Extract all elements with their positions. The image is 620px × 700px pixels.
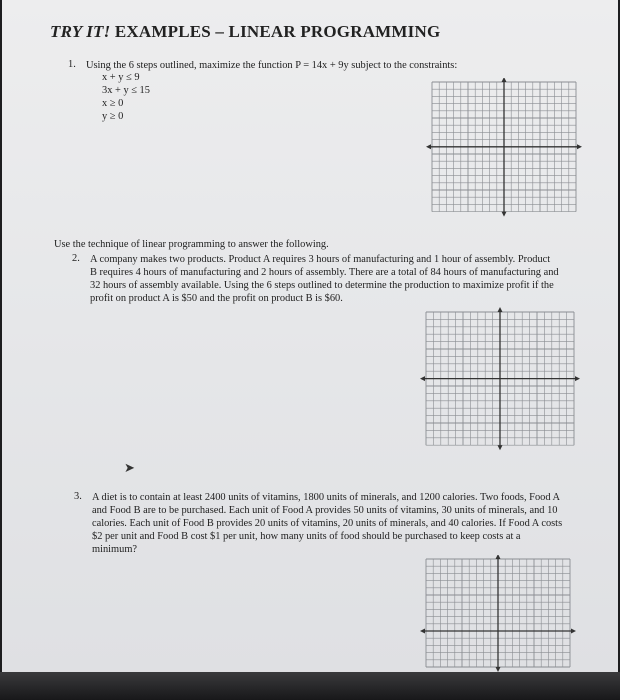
mouse-cursor-icon: ➤ <box>124 460 135 475</box>
grid-3-arrow-left-icon <box>420 629 425 634</box>
grid-2-lines <box>420 307 580 450</box>
problem-2-line-2: B requires 4 hours of manufacturing and 2 hours of assembly. There are a total of 84 hours of manufacturing and <box>90 267 559 278</box>
grid-1-arrow-left-icon <box>426 144 431 149</box>
constraint-2: 3x + y ≤ 15 <box>102 85 150 96</box>
problem-3-line-3: calories. Each unit of Food B provides 20 units of vitamins, 20 units of minerals, and 40 calories. If Food A costs <box>92 518 563 529</box>
problem-3-line-2: and Food B are to be purchased. Each unit of Food A provides 50 units of vitamins, 30 units of minerals, and 10 <box>92 505 558 516</box>
problem-2-line-1: A company makes two products. Product A requires 3 hours of manufacturing and 1 hour of assembly. Product <box>90 254 551 265</box>
grid-1-arrow-right-icon <box>577 144 582 149</box>
constraint-1: x + y ≤ 9 <box>102 72 140 83</box>
problem-3-number: 3. <box>74 491 82 502</box>
problem-3-line-4: $2 per unit and Food B cost $1 per unit, how many units of food should be purchased to keep costs at a <box>92 531 521 542</box>
problem-2-number: 2. <box>72 253 80 264</box>
grid-2-arrow-down-icon <box>498 445 503 450</box>
constraint-4: y ≥ 0 <box>102 111 124 122</box>
title-italic: TRY IT! <box>50 22 111 41</box>
graph-grid-1 <box>426 78 582 222</box>
grid-1-arrow-down-icon <box>502 212 507 217</box>
grid-2-arrow-up-icon <box>498 307 503 312</box>
instructions-text: Use the technique of linear programming to answer the following. <box>54 239 329 250</box>
worksheet-page <box>2 0 618 672</box>
grid-3-lines <box>420 555 576 672</box>
grid-3-arrow-up-icon <box>496 555 501 559</box>
problem-3-line-5: minimum? <box>92 544 138 555</box>
grid-1-lines <box>426 78 582 217</box>
graph-grid-3 <box>420 555 578 672</box>
title-rest: EXAMPLES – LINEAR PROGRAMMING <box>110 22 441 41</box>
problem-3-line-1: A diet is to contain at least 2400 units of vitamins, 1800 units of minerals, and 1200 calories. Two foods, Food A <box>92 492 561 503</box>
grid-3-arrow-right-icon <box>571 629 576 634</box>
problem-1-text: Using the 6 steps outlined, maximize the function P = 14x + 9y subject to the constraints: <box>86 60 458 71</box>
constraint-3: x ≥ 0 <box>102 98 124 109</box>
page-title <box>50 22 440 42</box>
graph-grid-2 <box>420 306 580 456</box>
problem-1-number: 1. <box>68 59 76 70</box>
grid-1-arrow-up-icon <box>502 78 507 82</box>
photo-bottom-edge <box>0 672 620 700</box>
grid-2-arrow-left-icon <box>420 376 425 381</box>
problem-2-line-4: profit on product A is $50 and the profit on product B is $60. <box>90 293 343 304</box>
grid-2-arrow-right-icon <box>575 376 580 381</box>
problem-2-line-3: 32 hours of assembly available. Using the 6 steps outlined to determine the production to maximize profit if the <box>90 280 554 291</box>
